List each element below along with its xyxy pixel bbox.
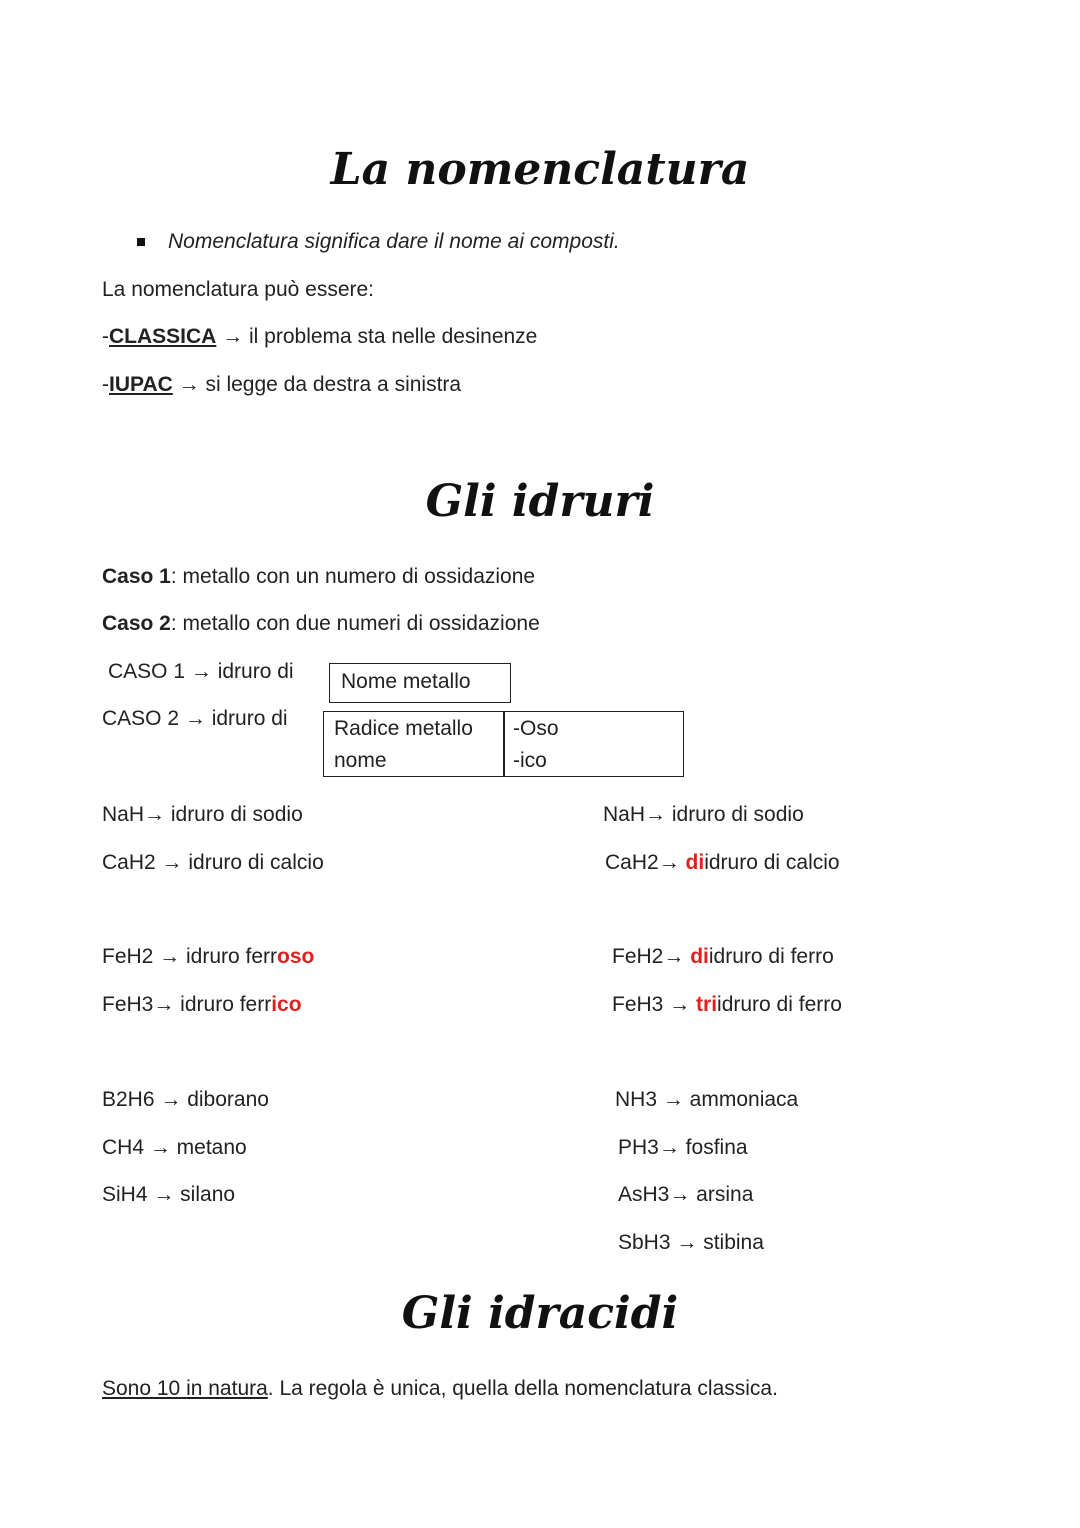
dash: - <box>102 325 109 348</box>
example-cah2-right <box>605 850 840 876</box>
underlined-text: Sono 10 in natura <box>102 1377 268 1400</box>
rule1: CASO 1 → idruro di <box>108 660 294 683</box>
caso1-line <box>102 564 535 590</box>
example-b2h6: B2H6 → diborano <box>102 1088 269 1111</box>
classica-term: CLASSICA <box>109 325 217 348</box>
red-prefix: tri <box>696 993 718 1016</box>
example-ph3: PH3→ fosfina <box>618 1136 748 1159</box>
example-cah2-left: CaH2 → idruro di calcio <box>102 851 324 874</box>
red-suffix: oso <box>277 945 315 968</box>
caso2-text: : metallo con due numeri di ossidazione <box>170 612 540 635</box>
box2-right-bottom: -ico <box>513 749 547 772</box>
title-idracidi: Gli idracidi <box>401 1288 679 1339</box>
example-nah-left: NaH→ idruro di sodio <box>102 803 303 826</box>
text-part: FeH3→ idruro ferr <box>102 993 272 1016</box>
title-idruri: Gli idruri <box>425 476 655 527</box>
red-prefix: di <box>690 945 709 968</box>
box2-right-top: -Oso <box>513 717 559 740</box>
text-part: idruro di ferro <box>708 945 834 968</box>
classica-rest: → il problema sta nelle desinenze <box>216 325 538 348</box>
example-ash3: AsH3→ arsina <box>618 1183 754 1206</box>
caso1-text: : metallo con un numero di ossidazione <box>170 565 536 588</box>
intro-line: La nomenclatura può essere: <box>102 278 375 301</box>
caso2-label: Caso 2 <box>102 612 171 635</box>
box-nome-metallo <box>329 663 511 703</box>
title-nomenclatura: La nomenclatura <box>330 144 750 195</box>
box2-left-top: Radice metallo <box>334 717 473 740</box>
text-part: idruro di calcio <box>704 851 840 874</box>
rule2: CASO 2 → idruro di <box>102 707 288 730</box>
example-feh2-right <box>612 944 834 970</box>
example-ch4: CH4 → metano <box>102 1136 247 1159</box>
bullet-text: Nomenclatura significa dare il nome ai composti. <box>168 230 620 253</box>
red-prefix: di <box>685 851 705 874</box>
example-sbh3: SbH3 → stibina <box>618 1231 764 1254</box>
iupac-rest: → si legge da destra a sinistra <box>172 373 462 396</box>
text-rest: . La regola è unica, quella della nomenclatura classica. <box>267 1377 778 1400</box>
text-part: FeH3 → <box>612 993 697 1016</box>
idracidi-text <box>102 1376 778 1402</box>
example-nh3: NH3 → ammoniaca <box>615 1088 799 1111</box>
classica-line <box>102 324 537 350</box>
text-part: FeH2 → idruro ferr <box>102 945 278 968</box>
red-suffix: ico <box>271 993 302 1016</box>
text-part: FeH2→ <box>612 945 691 968</box>
box2-left-bottom: nome <box>334 749 387 772</box>
text-part: idruro di ferro <box>717 993 842 1016</box>
caso2-line <box>102 611 540 637</box>
example-feh3-left <box>102 992 302 1018</box>
bullet-icon <box>137 238 145 246</box>
dash: - <box>102 373 109 396</box>
iupac-term: IUPAC <box>109 373 173 396</box>
box-divider <box>503 712 505 776</box>
iupac-line <box>102 372 461 398</box>
caso1-label: Caso 1 <box>102 565 171 588</box>
example-feh2-left <box>102 944 314 970</box>
box-radice-metallo <box>323 711 684 777</box>
example-sih4: SiH4 → silano <box>102 1183 236 1206</box>
example-nah-right: NaH→ idruro di sodio <box>603 803 804 826</box>
text-part: CaH2→ <box>605 851 686 874</box>
box1-text: Nome metallo <box>341 670 471 693</box>
example-feh3-right <box>612 992 842 1018</box>
